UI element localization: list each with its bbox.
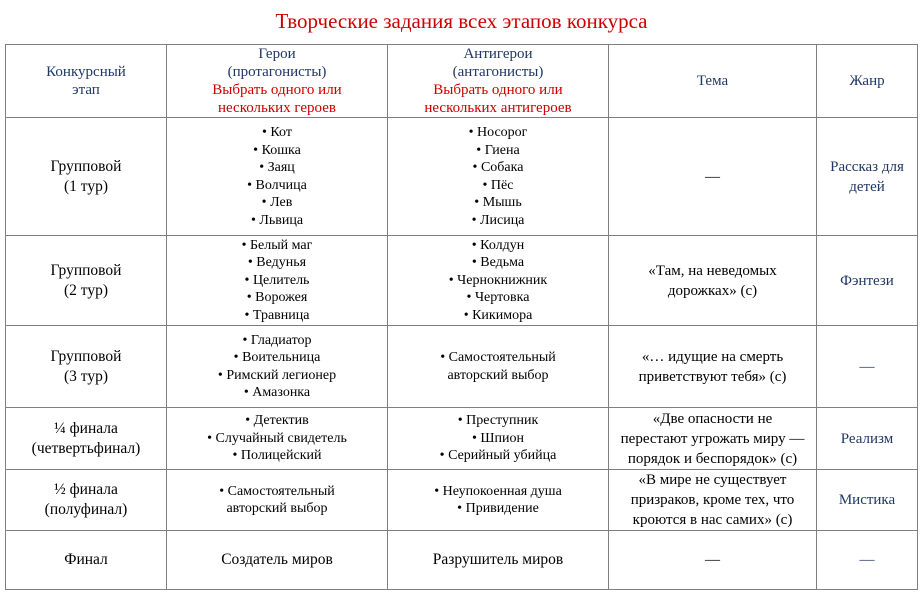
theme-cell-line: «В мире не существует: [638, 472, 787, 488]
antiheroes-cell-line: • Чернокнижник: [391, 272, 605, 290]
heroes-cell-line: • Кот: [170, 124, 384, 142]
heroes-cell-line: • Травница: [170, 307, 384, 325]
genre-cell-line: Реализм: [840, 430, 894, 447]
genre-cell: [817, 470, 918, 531]
genre-cell: [817, 408, 918, 470]
theme-cell-line: —: [705, 552, 720, 568]
antiheroes-cell-line: • Собака: [391, 159, 605, 177]
theme-cell-line: «… идущие на смерть: [641, 348, 784, 365]
antiheroes-cell-line: • Ведьма: [391, 254, 605, 272]
genre-cell-line: —: [859, 358, 875, 375]
heroes-cell-line: • Амазонка: [170, 384, 384, 402]
antiheroes-cell: [388, 236, 609, 326]
stage-cell: [6, 236, 167, 326]
heroes-cell: [167, 236, 388, 326]
genre-cell-line: Фэнтези: [840, 272, 894, 289]
theme-cell: [609, 531, 817, 590]
stage-cell-line: Финал: [64, 551, 108, 568]
stage-cell: [6, 470, 167, 531]
theme-cell: [609, 118, 817, 236]
heroes-cell-line: • Львица: [170, 212, 384, 230]
table-row: [6, 470, 918, 531]
header-row: [6, 45, 918, 118]
heroes-cell-line: • Гладиатор: [170, 332, 384, 350]
theme-cell: [609, 236, 817, 326]
heroes-cell-line: • Заяц: [170, 159, 384, 177]
heroes-cell-line: • Белый маг: [170, 237, 384, 255]
stage-cell: [6, 118, 167, 236]
antiheroes-cell-line: • Неупокоенная душа: [391, 483, 605, 501]
genre-cell-line: детей: [849, 178, 885, 195]
genre-cell: [817, 118, 918, 236]
contest-table: [5, 44, 918, 590]
stage-cell: [6, 408, 167, 470]
antiheroes-cell-line: • Гиена: [391, 142, 605, 160]
antiheroes-cell-line: авторский выбор: [447, 367, 549, 383]
theme-cell-line: приветствуют тебя» (с): [638, 368, 787, 385]
antiheroes-cell-line: • Преступник: [391, 412, 605, 430]
antiheroes-cell-line: • Чертовка: [391, 289, 605, 307]
heroes-cell-line: • Ведунья: [170, 254, 384, 272]
heroes-cell: [167, 118, 388, 236]
header-stage: Конкурсный этап: [6, 45, 167, 118]
antiheroes-cell-line: • Колдун: [391, 237, 605, 255]
antiheroes-cell: [388, 470, 609, 531]
theme-cell-line: перестают угрожать миру —: [620, 430, 805, 447]
heroes-cell: Создатель миров: [167, 531, 388, 590]
stage-cell-line: (2 тур): [63, 281, 109, 299]
heroes-cell-line: авторский выбор: [226, 501, 328, 516]
header-theme: Тема: [609, 45, 817, 118]
antiheroes-cell-line: • Пёс: [391, 177, 605, 195]
stage-cell-line: Групповой: [50, 157, 122, 175]
theme-cell: [609, 326, 817, 408]
table-row: [6, 326, 918, 408]
stage-cell-line: Групповой: [50, 347, 122, 365]
heroes-cell: [167, 326, 388, 408]
antiheroes-cell: [388, 326, 609, 408]
antiheroes-cell-line: • Мышь: [391, 194, 605, 212]
stage-cell: [6, 326, 167, 408]
heroes-cell-line: • Целитель: [170, 272, 384, 290]
heroes-cell-line: • Римский легионер: [170, 367, 384, 385]
theme-cell: [609, 408, 817, 470]
genre-cell-line: Рассказ для: [830, 158, 904, 175]
stage-cell: [6, 531, 167, 590]
theme-cell: [609, 470, 817, 531]
heroes-cell-line: • Ворожея: [170, 289, 384, 307]
antiheroes-cell-line: • Самостоятельный: [391, 349, 605, 367]
antiheroes-cell-line: • Кикимора: [391, 307, 605, 325]
stage-cell-line: (четвертьфинал): [31, 439, 141, 457]
theme-cell-line: порядок и беспорядок» (с): [627, 450, 798, 467]
stage-cell-line: (3 тур): [63, 367, 109, 385]
heroes-cell-line: • Детектив: [170, 412, 384, 430]
header-genre: Жанр: [817, 45, 918, 118]
theme-cell-line: —: [705, 168, 720, 185]
antiheroes-cell: [388, 408, 609, 470]
header-heroes: Герои (протагонисты) Выбрать одного или нескольких героев: [167, 45, 388, 118]
stage-cell-line: ½ финала: [54, 481, 118, 498]
antiheroes-cell: [388, 118, 609, 236]
genre-cell-line: Мистика: [838, 492, 896, 508]
heroes-cell: [167, 408, 388, 470]
stage-cell-line: (1 тур): [63, 177, 109, 195]
genre-cell: [817, 531, 918, 590]
heroes-cell-line: • Волчица: [170, 177, 384, 195]
header-antiheroes: Антигерои (антагонисты) Выбрать одного или нескольких антигероев: [388, 45, 609, 118]
table-row: [6, 531, 918, 590]
page-title: Творческие задания всех этапов конкурса: [275, 9, 648, 33]
stage-cell-line: (полуфинал): [44, 501, 128, 518]
antiheroes-cell-line: • Серийный убийца: [391, 447, 605, 465]
heroes-cell-line: • Лев: [170, 194, 384, 212]
antiheroes-cell-line: • Носорог: [391, 124, 605, 142]
theme-cell-line: «Две опасности не: [652, 410, 773, 427]
antiheroes-cell-line: • Привидение: [391, 500, 605, 518]
stage-cell-line: Групповой: [50, 261, 122, 279]
heroes-cell-line: • Кошка: [170, 142, 384, 160]
heroes-cell-line: • Случайный свидетель: [170, 430, 384, 448]
heroes-cell: [167, 470, 388, 531]
antiheroes-cell-line: • Шпион: [391, 430, 605, 448]
antiheroes-cell: Разрушитель миров: [388, 531, 609, 590]
genre-cell: [817, 326, 918, 408]
table-row: [6, 118, 918, 236]
theme-cell-line: кроются в нас самих» (с): [632, 512, 793, 528]
theme-cell-line: «Там, на неведомых: [648, 262, 777, 279]
heroes-cell-line: • Воительница: [170, 349, 384, 367]
table-row: [6, 408, 918, 470]
genre-cell: [817, 236, 918, 326]
heroes-cell-line: • Полицейский: [170, 447, 384, 465]
heroes-cell-line: • Самостоятельный: [170, 483, 384, 501]
table-row: [6, 236, 918, 326]
genre-cell-line: —: [859, 552, 875, 568]
antiheroes-cell-line: • Лисица: [391, 212, 605, 230]
stage-cell-line: ¼ финала: [54, 419, 118, 437]
theme-cell-line: дорожках» (с): [667, 282, 758, 299]
theme-cell-line: призраков, кроме тех, что: [630, 492, 795, 508]
